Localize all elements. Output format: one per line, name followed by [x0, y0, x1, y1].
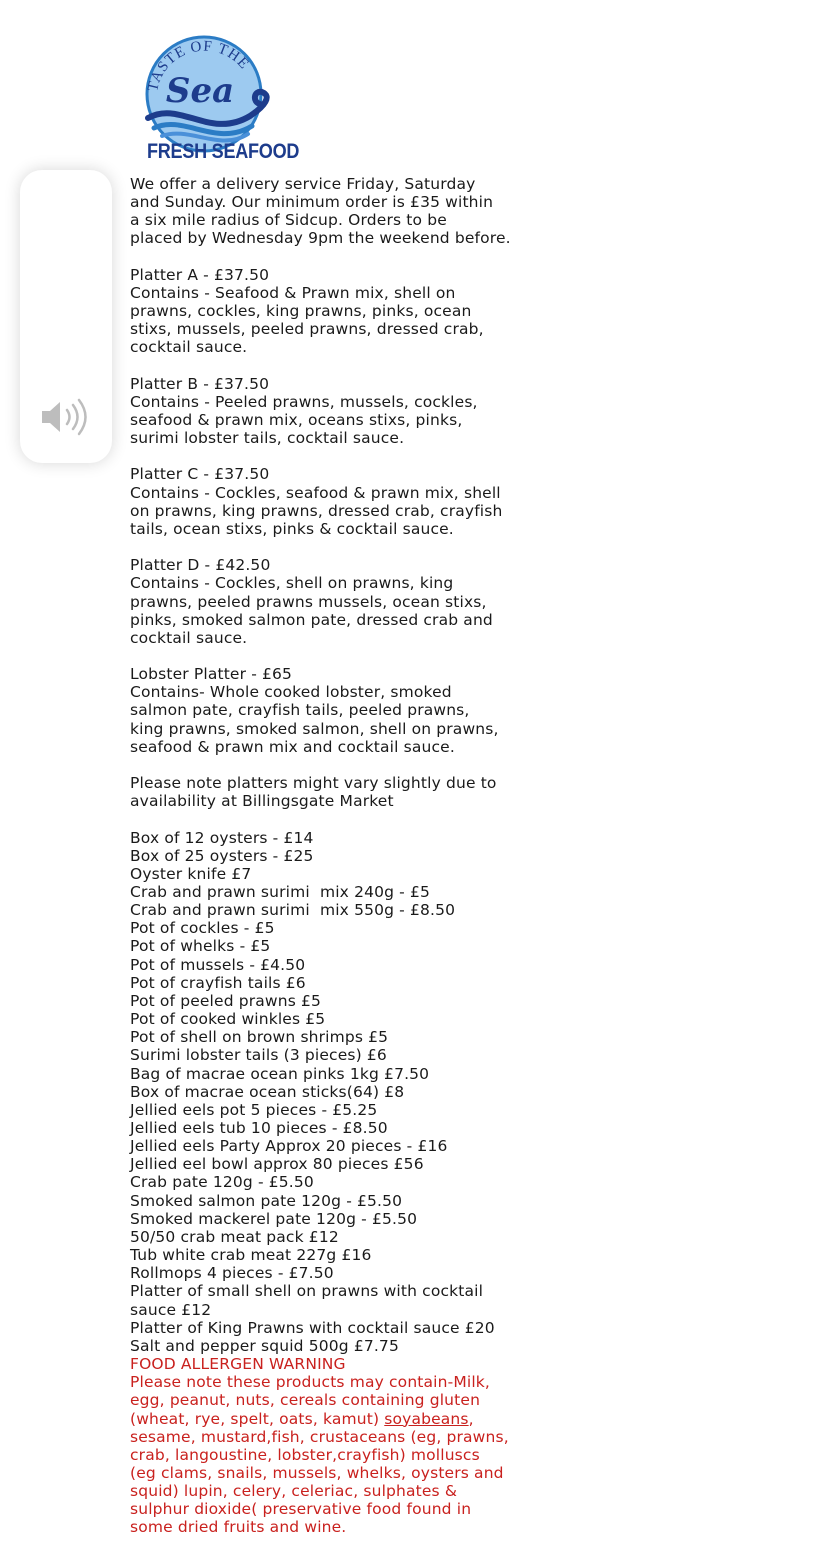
delivery-info-line: and Sunday. Our minimum order is £35 within [130, 193, 494, 212]
platter-title: Platter B - £37.50 [130, 374, 270, 393]
price-item: 50/50 crab meat pack £12 [130, 1227, 339, 1246]
platter-title: Lobster Platter - £65 [130, 665, 293, 684]
platter-description-line: Contains - Seafood & Prawn mix, shell on [130, 283, 456, 302]
platter-description-line: salmon pate, crayfish tails, peeled prawns, [130, 701, 470, 720]
delivery-info [130, 175, 540, 248]
price-item: Pot of shell on brown shrimps £5 [130, 1028, 389, 1047]
price-item: Pot of cockles - £5 [130, 919, 275, 938]
price-item: Box of macrae ocean sticks(64) £8 [130, 1082, 405, 1101]
price-item: Surimi lobster tails (3 pieces) £6 [130, 1046, 387, 1065]
platter-description-line: seafood & prawn mix, oceans stixs, pinks, [130, 411, 463, 429]
allergen-line: sulphur dioxide( preservative food found in [130, 1500, 472, 1519]
platter-description-line: Contains - Peeled prawns, mussels, cockles, [130, 392, 478, 411]
platter-description-line: prawns, cockles, king prawns, pinks, ocean [130, 302, 472, 321]
platter-d [130, 556, 540, 647]
price-item: Pot of whelks - £5 [130, 937, 271, 956]
price-item: Jellied eels tub 10 pieces - £8.50 [130, 1119, 388, 1138]
allergen-line: (eg clams, snails, mussels, whelks, oysters and [130, 1463, 504, 1482]
price-item: Tub white crab meat 227g £16 [130, 1246, 372, 1265]
platter-description-line: cocktail sauce. [130, 338, 248, 357]
logo-center-text: Sea [165, 71, 235, 111]
platter-description-line: Contains - Cockles, shell on prawns, king [130, 574, 454, 593]
platter-c [130, 465, 540, 538]
allergen-line [130, 1410, 540, 1428]
price-item: Jellied eel bowl approx 80 pieces £56 [130, 1155, 424, 1174]
price-item: Bag of macrae ocean pinks 1kg £7.50 [130, 1064, 430, 1083]
platter-description-line: cocktail sauce. [130, 628, 248, 647]
platter-a [130, 266, 540, 357]
soyabeans-link[interactable]: soyabeans [384, 1409, 469, 1428]
platter-description-line: king prawns, smoked salmon, shell on prawns, [130, 719, 499, 738]
platter-description-line: on prawns, king prawns, dressed crab, crayfish [130, 501, 503, 520]
price-item: Jellied eels pot 5 pieces - £5.25 [130, 1100, 378, 1119]
logo-arc-text: TASTE OF THE [145, 38, 253, 93]
price-item: Smoked mackerel pate 120g - £5.50 [130, 1209, 418, 1228]
speaker-volume-icon[interactable] [40, 397, 96, 437]
platter-description-line: seafood & prawn mix and cocktail sauce. [130, 737, 455, 756]
allergen-line: squid) lupin, celery, celeriac, sulphates & [130, 1482, 458, 1501]
price-item: Rollmops 4 pieces - £7.50 [130, 1264, 334, 1283]
price-item: Platter of small shell on prawns with cocktail [130, 1282, 484, 1301]
allergen-line: sesame, mustard,fish, crustaceans (eg, prawns, [130, 1427, 509, 1446]
allergen-warning [130, 1355, 540, 1537]
price-item: Pot of crayfish tails £6 [130, 973, 306, 992]
side-accessibility-panel [20, 170, 112, 463]
platter-description-line: prawns, peeled prawns mussels, ocean stixs, [130, 592, 487, 611]
delivery-info-line: placed by Wednesday 9pm the weekend before. [130, 229, 511, 248]
menu-content [130, 175, 540, 1537]
price-item: Jellied eels Party Approx 20 pieces - £16 [130, 1137, 448, 1156]
price-item: Crab and prawn surimi mix 550g - £8.50 [130, 901, 456, 920]
price-item: Oyster knife £7 [130, 864, 252, 883]
price-item: Pot of cooked winkles £5 [130, 1010, 326, 1029]
allergen-line: some dried fruits and wine. [130, 1518, 347, 1537]
price-item: Box of 25 oysters - £25 [130, 846, 314, 865]
price-item: sauce £12 [130, 1300, 212, 1319]
price-list [130, 829, 540, 1356]
price-item: Platter of King Prawns with cocktail sauce £20 [130, 1318, 495, 1337]
allergen-heading: FOOD ALLERGEN WARNING [130, 1355, 346, 1374]
platter-description-line: surimi lobster tails, cocktail sauce. [130, 429, 405, 448]
availability-note-line: availability at Billingsgate Market [130, 792, 394, 811]
logo-caption: FRESH SEAFOOD [147, 140, 300, 163]
platter-description-line: pinks, smoked salmon pate, dressed crab and [130, 610, 493, 629]
platter-title: Platter C - £37.50 [130, 465, 270, 484]
allergen-line-text: (wheat, rye, spelt, oats, kamut) [130, 1409, 385, 1428]
allergen-line: egg, peanut, nuts, cereals containing gluten [130, 1391, 481, 1410]
platter-b [130, 375, 540, 448]
delivery-info-line: We offer a delivery service Friday, Saturday [130, 175, 476, 193]
price-item: Crab and prawn surimi mix 240g - £5 [130, 882, 431, 901]
price-item: Pot of mussels - £4.50 [130, 955, 306, 974]
allergen-line-text: , [468, 1409, 474, 1428]
price-item: Box of 12 oysters - £14 [130, 828, 314, 847]
price-item: Smoked salmon pate 120g - £5.50 [130, 1191, 403, 1210]
platter-description-line: Contains - Cockles, seafood & prawn mix, shell [130, 483, 501, 502]
allergen-line: Please note these products may contain-Milk, [130, 1373, 490, 1392]
platter-description-line: tails, ocean stixs, pinks & cocktail sauce. [130, 519, 454, 538]
platter-description-line: Contains- Whole cooked lobster, smoked [130, 683, 452, 702]
platter-title: Platter D - £42.50 [130, 556, 271, 575]
availability-note-line: Please note platters might vary slightly due to [130, 774, 497, 793]
price-item: Pot of peeled prawns £5 [130, 991, 322, 1010]
price-item: Salt and pepper squid 500g £7.75 [130, 1336, 399, 1355]
delivery-info-line: a six mile radius of Sidcup. Orders to be [130, 211, 447, 230]
platter-title: Platter A - £37.50 [130, 265, 270, 284]
price-item: Crab pate 120g - £5.50 [130, 1173, 314, 1192]
platter-description-line: stixs, mussels, peeled prawns, dressed crab, [130, 320, 484, 339]
availability-note [130, 774, 540, 810]
allergen-line: crab, langoustine, lobster,crayfish) molluscs [130, 1445, 480, 1464]
lobster-platter [130, 665, 540, 756]
